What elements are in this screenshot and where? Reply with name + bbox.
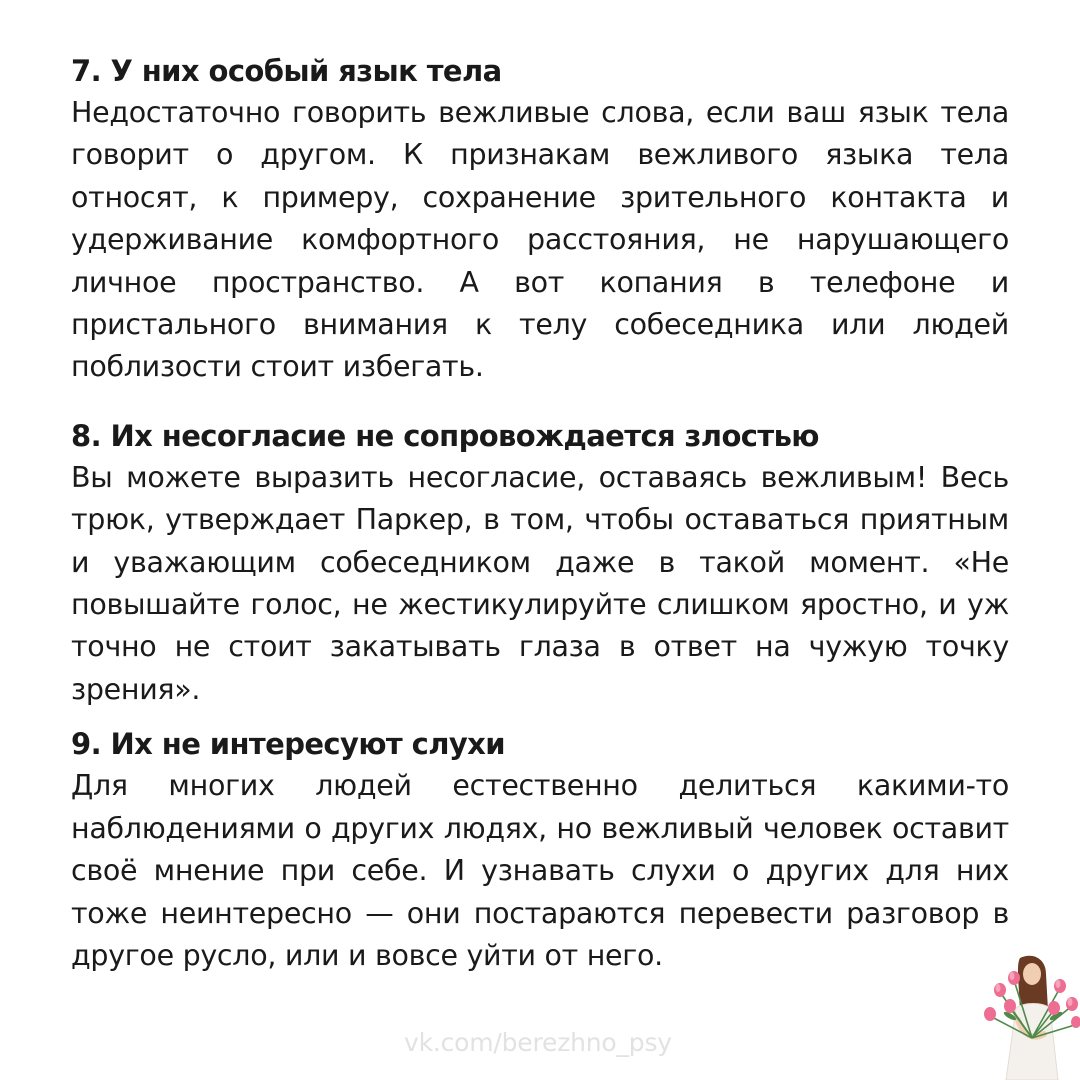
section-heading: 8. Их несогласие не сопровождается злостью bbox=[71, 418, 819, 453]
section-text: Для многих людей естественно делиться какими-то наблюдениями о других людях, но вежливый человек оставит своё мнение при себе. И узнавать слухи о других для них тоже неинтересно — они постараются перевести разговор в другое русло, или и вовсе уйти от него. bbox=[71, 769, 1009, 972]
section-text: Вы можете выразить несогласие, оставаясь вежливым! Весь трюк, утверждает Паркер, в том, чтобы оставаться приятным и уважающим собеседником даже в такой момент. «Не повышайте голос, не жестикулируйте слишком яростно, и уж точно не стоит закатывать глаза в ответ на чужую точку зрения». bbox=[71, 460, 1009, 706]
section-body-language bbox=[71, 50, 1009, 389]
woman-with-tulips-icon bbox=[980, 950, 1080, 1080]
section-heading: 9. Их не интересуют слухи bbox=[71, 727, 505, 762]
article-content bbox=[71, 50, 1009, 977]
section-text: Недостаточно говорить вежливые слова, если ваш язык тела говорит о другом. К признакам вежливого языка тела относят, к примеру, сохранение зрительного контакта и удерживание комфортного расстояния, не нарушающего личное пространство. А вот копания в телефоне и пристального внимания к телу собеседника или людей поблизости стоит избегать. bbox=[71, 96, 1009, 384]
section-heading: 7. У них особый язык тела bbox=[71, 54, 502, 88]
watermark-link: vk.com/berezhno_psy bbox=[404, 1028, 672, 1057]
section-disagreement bbox=[71, 415, 1009, 711]
section-rumors bbox=[71, 723, 1009, 977]
